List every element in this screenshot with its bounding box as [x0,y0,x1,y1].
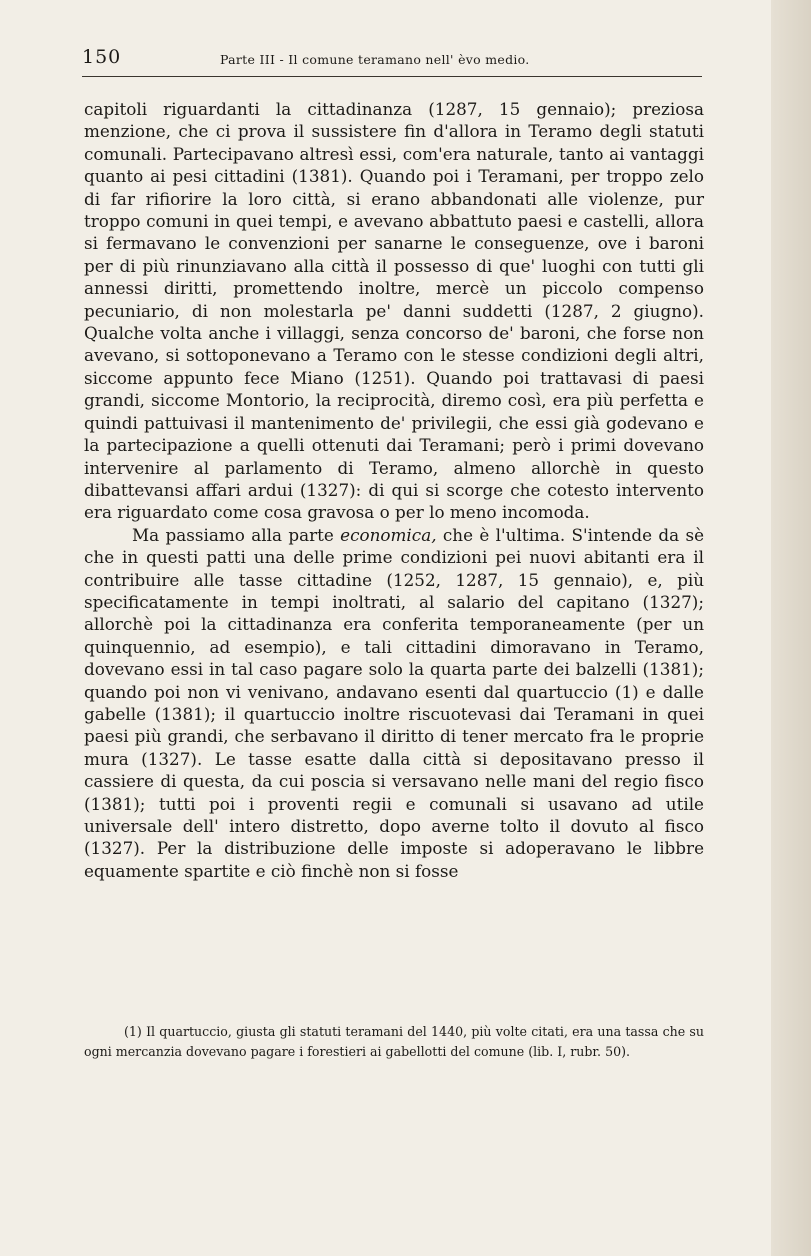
page-header [82,46,702,76]
paragraph-2-emphasis: economica, [340,524,437,545]
header-rule [82,76,702,77]
body-text [84,98,704,882]
paragraph-2-start: Ma passiamo alla parte [132,524,341,545]
paragraph-1: capitoli riguardanti la cittadinanza (1287, 15 gennaio); preziosa menzione, che ci prova il sussistere fin d'allora in Teramo degli statuti comunali. Partecipavano altresì essi, com'era naturale, tanto ai vantaggi quanto ai pesi cittadini (1381). Quando poi i Teramani, per troppo zelo di far rifiorire la loro città, si erano abbandonati alle violenze, pur troppo comuni in quei tempi, e avevano abbattuto paesi e castelli, allora si fermavano le convenzioni per sanarne le conseguenze, ove i baroni per di più rinunziavano alla città il possesso di que' luoghi con tutti gli annessi diritti, promettendo inoltre, mercè un piccolo compenso pecuniario, di non molestarla pe' danni suddetti (1287, 2 giugno). Qualche volta anche i villaggi, senza concorso de' baroni, che forse non avevano, si sottoponevano a Teramo con le stesse condizioni degli altri, siccome appunto fece Miano (1251). Quando poi trattavasi di paesi grandi, siccome Montorio, la reciprocità, diremo così, era più perfetta e quindi pattuivasi il mantenimento de' privilegii, che essi già godevano e la partecipazione a quelli ottenuti dai Teramani; però i primi dovevano intervenire al parlamento di Teramo, almeno allorchè in questo dibattevansi affari ardui (1327): di qui si scorge che cotesto intervento era riguardato come cosa gravosa o per lo meno incomoda. [84,99,704,523]
running-head: Parte III - Il comune teramano nell' èvo medio. [220,52,530,67]
paragraph-2-rest: che è l'ultima. S'intende da sè che in questi patti una delle prime condizioni pei nuovi abitanti era il contribuire alle tasse cittadine (1252, 1287, 15 gennaio), e, più specificatamente in tempi inoltrati, al salario del capitano (1327); allorchè poi la cittadinanza era conferita temporaneamente (per un quinquennio, ad esempio), e tali cittadini dimoravano in Teramo, dovevano essi in tal caso pagare solo la quarta parte dei balzelli (1381); quando poi non vi venivano, andavano esenti dal quartuccio (1) e dalle gabelle (1381); il quartuccio inoltre riscuotevasi dai Teramani in quei paesi più grandi, che serbavano il diritto di tener mercato fra le proprie mura (1327). Le tasse esatte dalla città si depositavano presso il cassiere di questa, da cui poscia si versavano nelle mani del regio fisco (1381); tutti poi i proventi regii e comunali si usavano ad utile universale dell' intero distretto, dopo averne tolto il dovuto al fisco (1327). Per la distribuzione delle imposte si adoperavano le libbre equamente spartite e ciò finchè non si fosse [84,524,705,881]
page-number: 150 [82,46,122,68]
paragraph-2 [84,524,704,883]
footnote: (1) Il quartuccio, giusta gli statuti teramani del 1440, più volte citati, era una tassa che su ogni mercanzia dovevano pagare i forestieri ai gabellotti del comune (lib. I, rubr. 50). [84,1024,704,1059]
page-edge [771,0,811,1256]
